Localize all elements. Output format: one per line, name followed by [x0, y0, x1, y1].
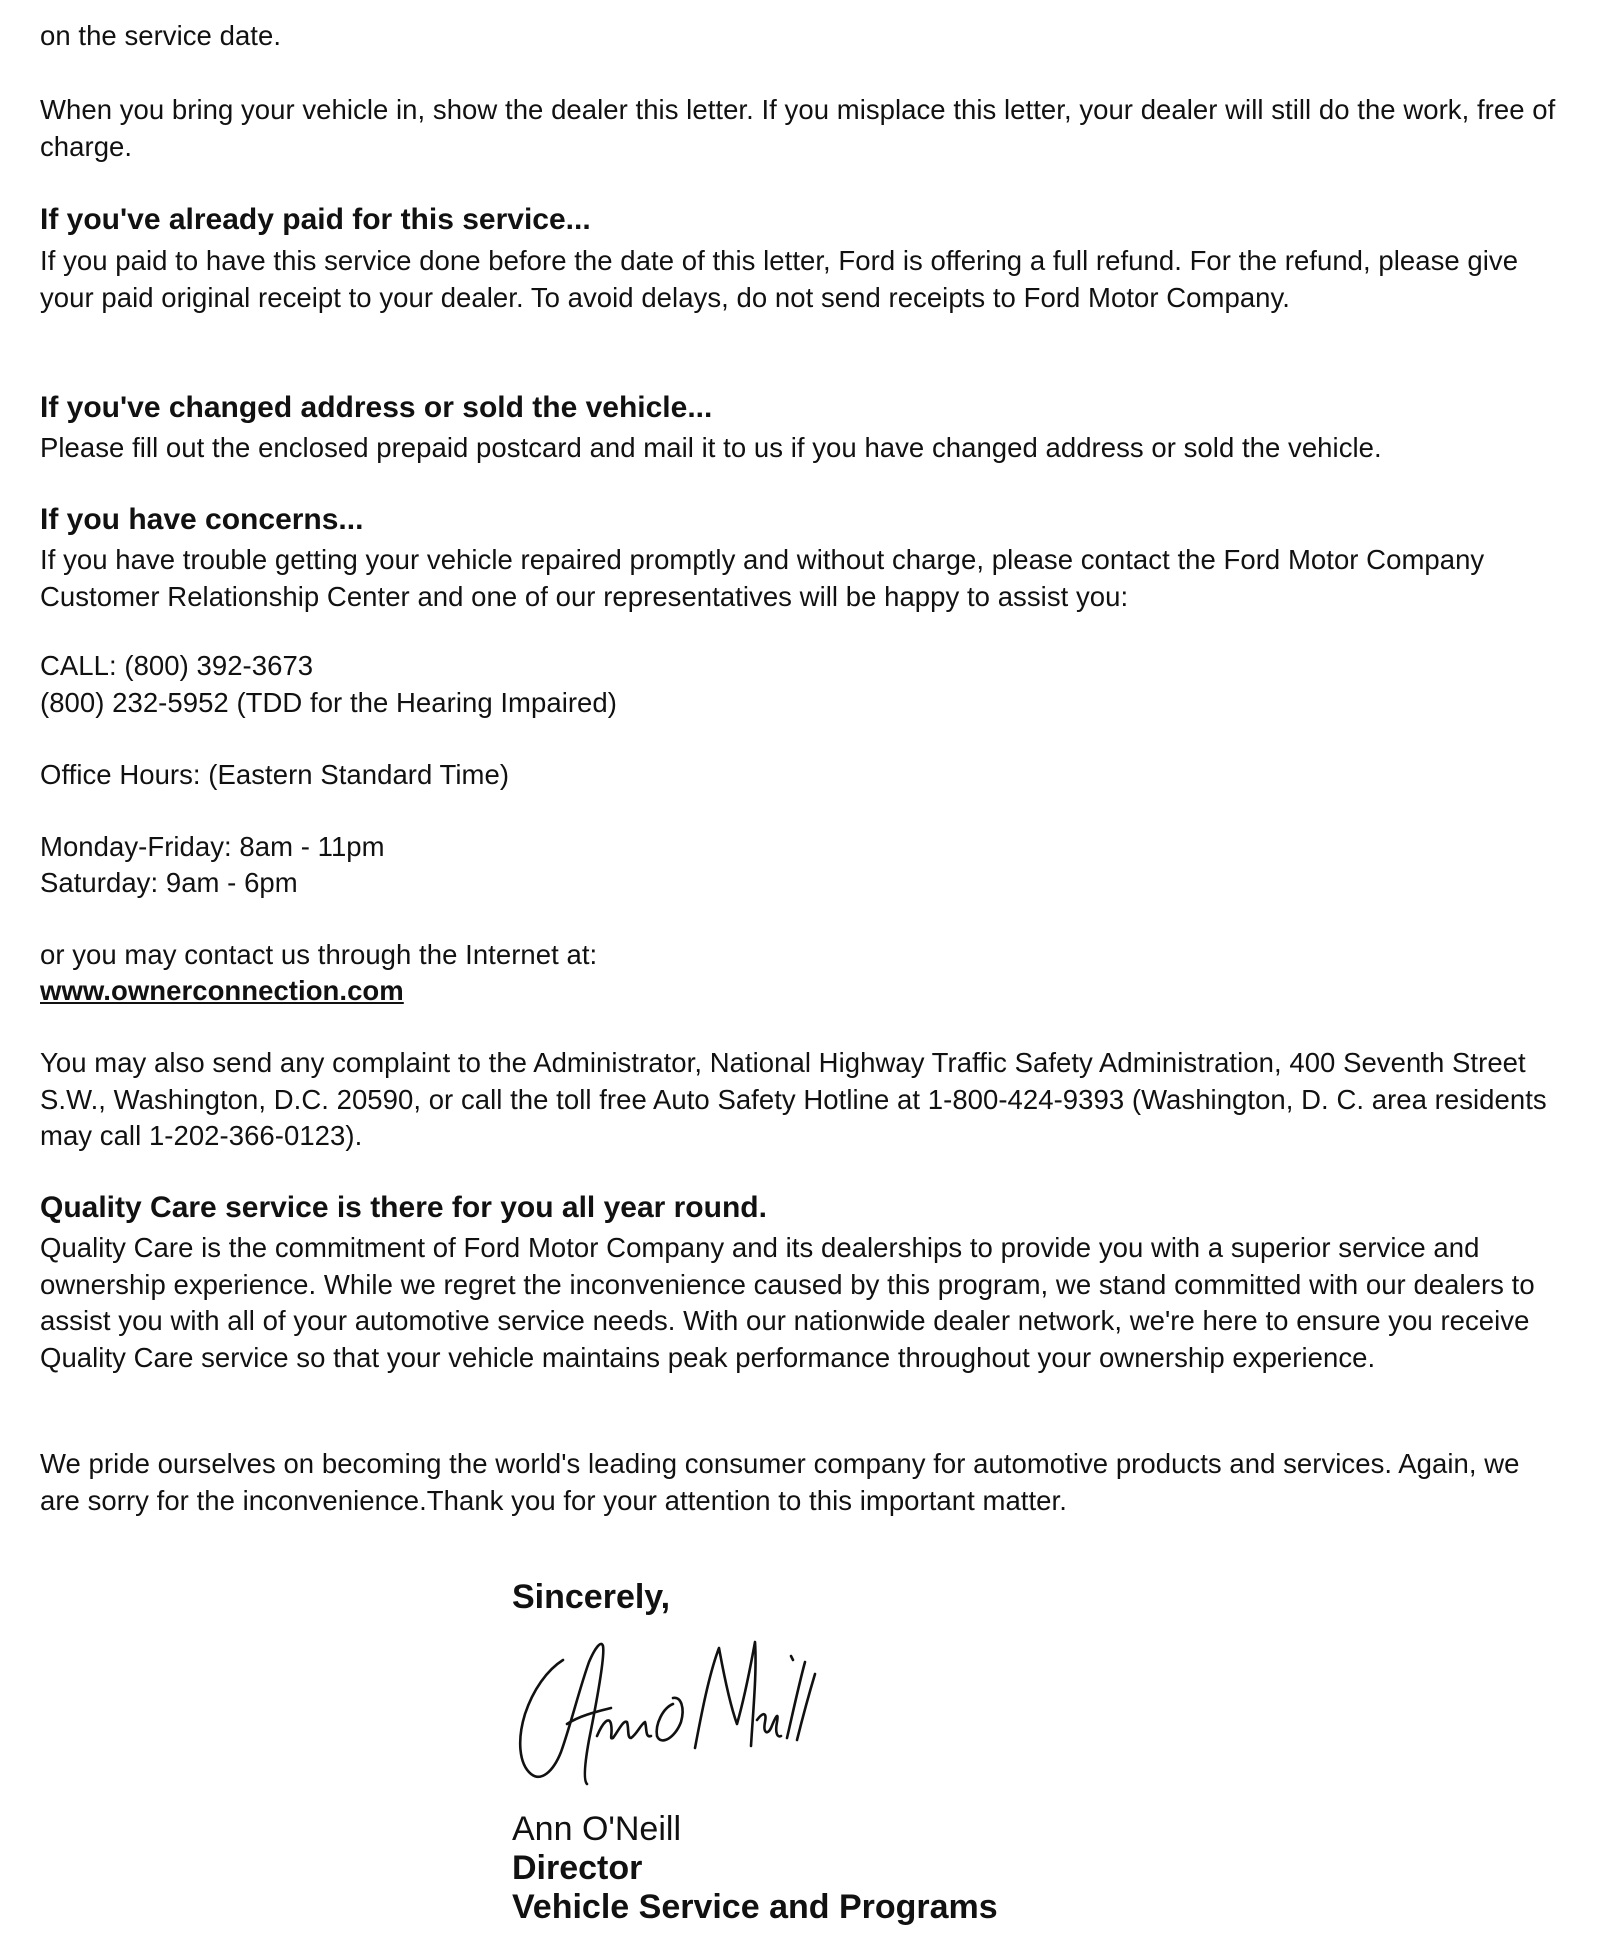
closing-paragraph: We pride ourselves on becoming the world's leading consumer company for automotive products and services. Again, we are sorry for the inconvenience.Thank you for your attention to this important matter. [40, 1448, 1520, 1516]
nhtsa-paragraph: You may also send any complaint to the Administrator, National Highway Traffic Safety Administration, 400 Seventh Street S.W., Washington, D.C. 20590, or call the toll free Auto Safety Hotline at 1-800-424-9393 (Washington, D. C. area residents may call 1-202-366-0123). [40, 1047, 1547, 1151]
address-body: Please fill out the enclosed prepaid postcard and mail it to us if you have changed address or sold the vehicle. [40, 432, 1382, 463]
internet-intro: or you may contact us through the Internet at: [40, 939, 598, 970]
paid-heading: If you've already paid for this service... [40, 203, 591, 236]
intro-paragraph: When you bring your vehicle in, show the dealer this letter. If you misplace this letter, your dealer will still do the work, free of charge. [40, 94, 1556, 162]
signer-department: Vehicle Service and Programs [512, 1888, 998, 1926]
website-line [40, 973, 1560, 1010]
concerns-body: If you have trouble getting your vehicle repaired promptly and without charge, please contact the Ford Motor Company Customer Relationship Center and one of our representatives will be happy to assist you: [40, 544, 1485, 612]
saturday-hours: Saturday: 9am - 6pm [40, 867, 298, 898]
signer-title: Director [512, 1849, 643, 1887]
weekday-hours: Monday-Friday: 8am - 11pm [40, 831, 385, 862]
office-hours: Office Hours: (Eastern Standard Time) [40, 759, 510, 790]
tdd-number: (800) 232-5952 (TDD for the Hearing Impaired) [40, 687, 617, 718]
quality-body: Quality Care is the commitment of Ford Motor Company and its dealerships to provide you with a superior service and ownership experience. While we regret the inconvenience caused by this program, we stand committed with our dealers to assist you with all of your automotive service needs. With our nationwide dealer network, we're here to ensure you receive Quality Care service so that your vehicle maintains peak performance throughout your ownership experience. [40, 1232, 1535, 1373]
address-heading: If you've changed address or sold the vehicle... [40, 391, 713, 424]
intro-line: on the service date. [40, 20, 282, 51]
call-number: CALL: (800) 392-3673 [40, 650, 314, 681]
signer-name: Ann O'Neill [512, 1810, 682, 1848]
concerns-heading: If you have concerns... [40, 503, 364, 536]
handwritten-signature [505, 1612, 825, 1812]
sincerely: Sincerely, [512, 1578, 671, 1616]
quality-heading: Quality Care service is there for you all year round. [40, 1191, 767, 1224]
paid-body: If you paid to have this service done before the date of this letter, Ford is offering a full refund. For the refund, please give your paid original receipt to your dealer. To avoid delays, do not send receipts to Ford Motor Company. [40, 245, 1519, 313]
website-link[interactable]: www.ownerconnection.com [40, 975, 404, 1006]
